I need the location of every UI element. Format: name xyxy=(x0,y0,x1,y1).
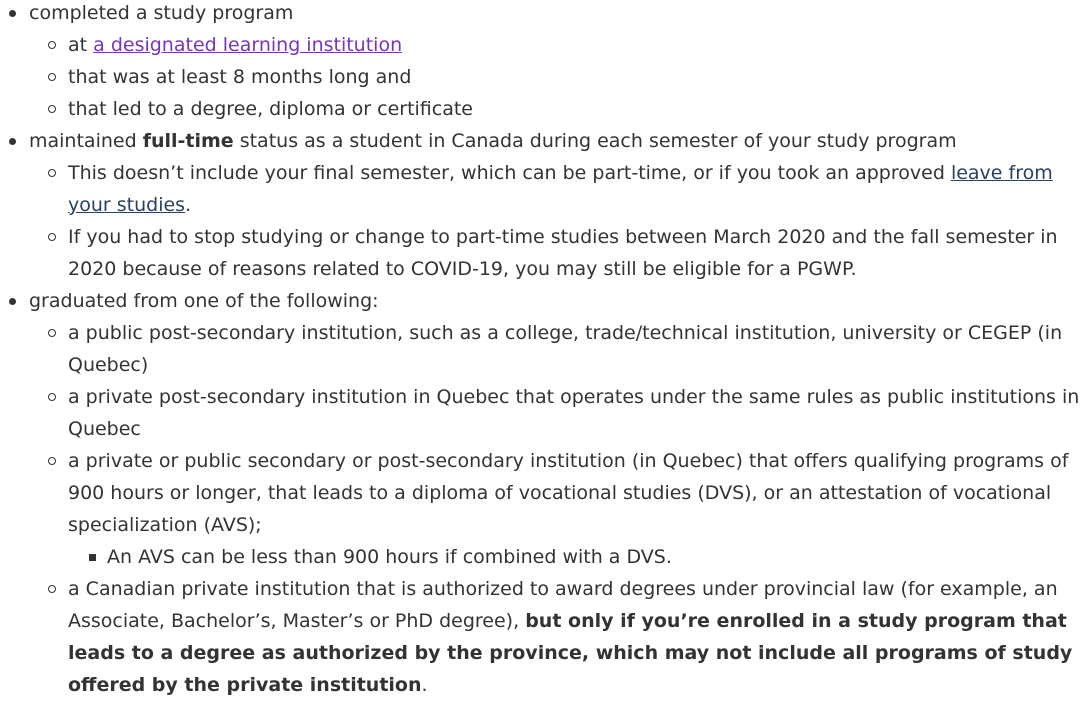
bullet-circle xyxy=(48,585,56,593)
emphasis-text: but only if you’re enrolled in a study program that leads to a degree as authorized by the province, which may not include all programs of study offered by the private institution xyxy=(68,610,1073,696)
list-item: a Canadian private institution that is authorized to award degrees under provincial law (for example, an Associate, Bachelor’s, Master’s or PhD degree), but only if you’re enrolled in a study program that leads to a degree as authorized by the province, which may not include all programs of study offered by the private institution. xyxy=(29,573,1080,701)
bullet-circle xyxy=(48,457,56,465)
bullet-circle xyxy=(48,41,56,49)
bullet-circle xyxy=(48,169,56,177)
list-item: a private or public secondary or post-secondary institution (in Quebec) that offers qualifying programs of 900 hours or longer, that leads to a diploma of vocational studies (DVS), or an attestation of vocational specialization (AVS); An AVS can be less than 900 hours if combined with a DVS. xyxy=(29,445,1080,573)
list-item: If you had to stop studying or change to part-time studies between March 2020 and the fall semester in 2020 because of reasons related to COVID-19, you may still be eligible for a PGWP. xyxy=(29,221,1080,285)
list-item: that led to a degree, diploma or certificate xyxy=(29,93,1080,125)
leave-from-studies-link[interactable]: leave from your studies xyxy=(68,162,1053,216)
bullet-disc xyxy=(9,10,16,17)
bullet-disc xyxy=(9,298,16,305)
bullet-circle xyxy=(48,393,56,401)
sub-list xyxy=(29,157,1080,285)
emphasis-text: full-time xyxy=(142,130,234,152)
bullet-circle xyxy=(48,105,56,113)
bullet-disc xyxy=(9,138,16,145)
list-item: at a designated learning institution xyxy=(29,29,1080,61)
list-item: This doesn’t include your final semester, which can be part-time, or if you took an approved leave from your studies. xyxy=(29,157,1080,221)
list-item: maintained full-time status as a student in Canada during each semester of your study program This doesn’t include your final semester, which can be part-time, or if you took an approved leave from your studies. If you had to stop studying or change to part-time studies between March 2020 and the fall semester in 2020 because of reasons related to COVID-19, you may still be eligible for a PGWP. xyxy=(0,125,1080,285)
list-item: that was at least 8 months long and xyxy=(29,61,1080,93)
sub-list xyxy=(29,317,1080,701)
bullet-circle xyxy=(48,329,56,337)
sub-list xyxy=(29,29,1080,125)
list-item: a private post-secondary institution in Quebec that operates under the same rules as public institutions in Quebec xyxy=(29,381,1080,445)
designated-learning-institution-link[interactable]: a designated learning institution xyxy=(93,34,403,56)
list-item xyxy=(0,285,1080,701)
bullet-circle xyxy=(48,233,56,241)
sub-sub-list xyxy=(68,541,1080,573)
bullet-circle xyxy=(48,73,56,81)
list-item-text: completed a study program xyxy=(29,2,294,24)
list-item: a public post-secondary institution, such as a college, trade/technical institution, university or CEGEP (in Quebec) xyxy=(29,317,1080,381)
list-item: An AVS can be less than 900 hours if combined with a DVS. xyxy=(68,541,1080,573)
bullet-square xyxy=(89,554,96,561)
list-item xyxy=(0,0,1080,125)
list-item-text: graduated from one of the following: xyxy=(29,290,379,312)
